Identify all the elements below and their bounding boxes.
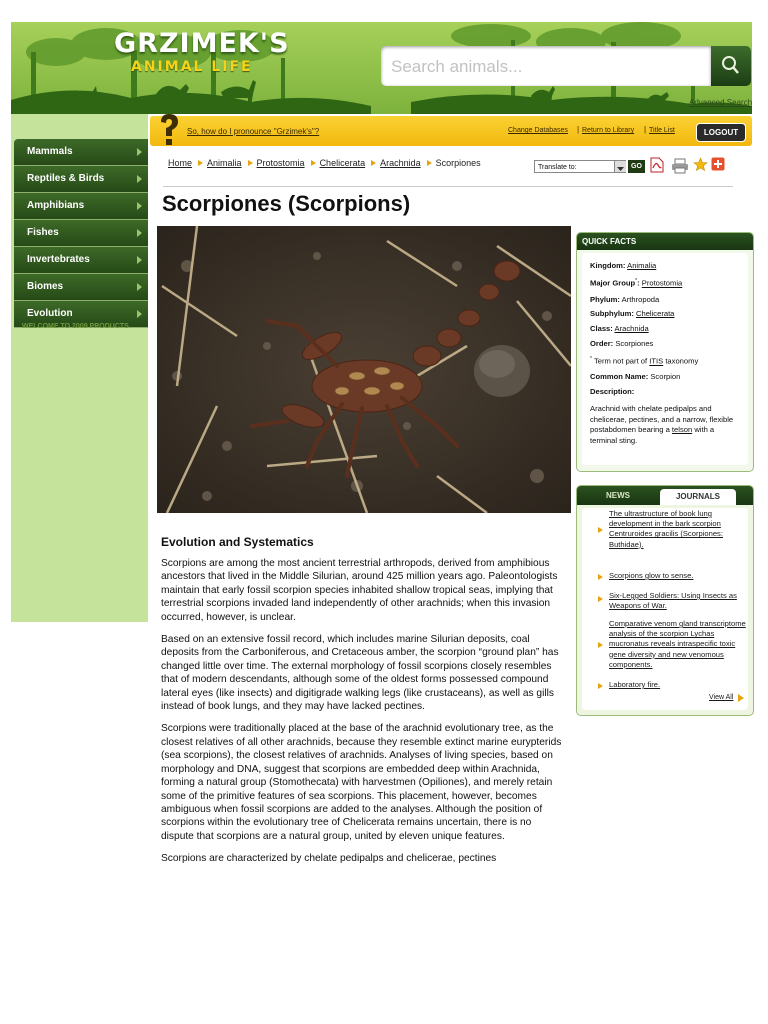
news-journals-panel	[576, 485, 754, 716]
bullet-arrow-icon	[598, 527, 603, 533]
breadcrumb-chelicerata[interactable]: Chelicerata	[319, 158, 366, 168]
qf-note-text: Term not part of	[593, 356, 648, 366]
add-icon[interactable]	[711, 157, 725, 171]
qf-order	[590, 339, 653, 348]
article-paragraph: Scorpions are characterized by chelate pedipalps and chelicerae, pectines	[161, 853, 497, 865]
sidebar-item-label: Invertebrates	[27, 254, 90, 265]
itis-link[interactable]: ITIS	[649, 356, 664, 366]
search-button[interactable]	[711, 46, 751, 86]
journal-item[interactable]: Laboratory fire.	[609, 680, 661, 689]
tab-bar	[577, 486, 753, 505]
chevron-right-icon	[427, 160, 432, 166]
chevron-right-icon	[137, 148, 142, 156]
chevron-right-icon	[248, 160, 253, 166]
breadcrumb-current: Scorpiones	[435, 158, 481, 168]
article-paragraph: Scorpions are among the most ancient terrestrial arthropods, derived from amphibious ancestors that lived in the Middle Silurian, around 425 million years ago. Paleontologists maintain that early fossil scorpion species inhabited shallow tropical seas, implying that terrestrial scorpions invaded land independently of other arachnids; when this invasion occurred, however, is unclear.	[161, 558, 558, 623]
sidebar-item-invertebrates[interactable]	[14, 247, 148, 274]
view-all-link[interactable]: View All	[709, 694, 734, 701]
title-list-link[interactable]: Title List	[649, 127, 675, 134]
sidebar-item-label: Reptiles & Birds	[27, 173, 105, 184]
qf-label: Kingdom:	[590, 261, 626, 270]
qf-value: Arthropoda	[621, 295, 660, 304]
chevron-right-icon	[137, 175, 142, 183]
chevron-right-icon	[137, 229, 142, 237]
chevron-right-icon	[137, 283, 142, 291]
qf-description-text: with a terminal sting.	[590, 425, 715, 445]
sidebar-item-amphibians[interactable]	[14, 193, 148, 220]
pronounce-link[interactable]: So, how do I pronounce "Grzimek's"?	[187, 127, 320, 136]
star-icon[interactable]	[693, 157, 708, 172]
pdf-icon[interactable]	[650, 157, 664, 173]
qf-label: Major Group	[590, 278, 636, 288]
separator: |	[644, 125, 647, 134]
chevron-right-icon	[198, 160, 203, 166]
translate-select[interactable]: Translate to:	[534, 160, 626, 173]
bullet-arrow-icon	[598, 683, 603, 689]
tab-journals[interactable]: JOURNALS	[660, 489, 736, 505]
question-mark-icon	[155, 112, 183, 148]
sidebar-item-label: Biomes	[27, 281, 64, 292]
arrow-right-icon	[738, 694, 744, 702]
bullet-arrow-icon	[598, 642, 603, 648]
qf-subphylum-link[interactable]: Chelicerata	[636, 309, 675, 318]
qf-label: Class:	[590, 324, 613, 333]
qf-label: Subphylum:	[590, 309, 634, 318]
qf-value: Scorpion	[650, 372, 681, 381]
logo-title: GRZIMEK'S	[114, 28, 290, 59]
site-header	[11, 22, 752, 114]
chevron-right-icon	[371, 160, 376, 166]
sidebar-item-mammals[interactable]	[14, 139, 148, 166]
translate-go-button[interactable]: GO	[628, 160, 645, 173]
qf-major-group: Major Group*: Protostomia	[590, 278, 683, 288]
qf-description-text: Arachnid with chelate pedipalps and chelicerae, pectines, and a narrow, flexible postabdomen bearing a	[590, 404, 734, 434]
article-paragraph: Scorpions were traditionally placed at the base of the arachnid evolutionary tree, as the closest relatives of all other arachnids, because they resemble extinct marine eurypterids (sea scorpions), the closest relatives of arachnids. Analyses of living species, based on morphology and DNA, suggest that scorpions are embedded deep within Arachnida, forming a natural group (Stomothecata) with harvestmen (Opiliones), and merely retain some of the primitive features of sea scorpions. This placement, however, becomes ambiguous when fossil scorpions are added to the analyses. Although the position of scorpions within the evolutionary tree of Chelicerata remains uncertain, there is no dispute that scorpions are a natural group, united by eleven unique features.	[161, 723, 562, 842]
journal-item[interactable]: Comparative venom gland transcriptome analysis of the scorpion Lychas mucronatus reveals intraspecific toxic gene diversity and new venomous components.	[609, 619, 746, 669]
bullet-arrow-icon	[598, 574, 603, 580]
qf-class-link[interactable]: Arachnida	[614, 324, 649, 333]
page-title: Scorpiones (Scorpions)	[162, 191, 411, 216]
bullet-arrow-icon	[598, 596, 603, 602]
breadcrumb-protostomia[interactable]: Protostomia	[256, 158, 305, 168]
sidebar-item-label: Amphibians	[27, 200, 85, 211]
dropdown-arrow-icon[interactable]	[614, 161, 626, 172]
qf-kingdom	[590, 261, 656, 270]
quick-facts-title: QUICK FACTS	[577, 233, 753, 250]
article-paragraph: Based on an extensive fossil record, which includes marine Silurian deposits, coal deposits from the Carboniferous, and Cretaceous amber, the scorpion “ground plan” has changed little over time. The external morphology of fossil scorpions closely resembles that of modern descendants, although some of the oldest forms possessed compound lateral eyes (like insects) and digitigrade walking legs (like crustaceans), as well as gills instead of book lungs, and they may have lacked pectines.	[161, 634, 559, 713]
chevron-right-icon	[137, 202, 142, 210]
qf-description	[590, 404, 742, 446]
scorpion-photo	[157, 226, 571, 513]
breadcrumb-arachnida[interactable]: Arachnida	[380, 158, 421, 168]
qf-label: Common Name:	[590, 372, 649, 381]
search-input[interactable]	[389, 46, 711, 88]
journal-item[interactable]: The ultrastructure of book lung development in the bark scorpion Centruroides gracilis (Scorpiones: Buthidae).	[609, 509, 723, 549]
search-box	[381, 46, 711, 86]
logout-button[interactable]: LOGOUT	[696, 123, 746, 142]
journal-item[interactable]: Six-Legged Soldiers: Using Insects as Weapons of War.	[609, 591, 737, 611]
breadcrumb	[168, 158, 481, 168]
qf-note-text: taxonomy	[665, 356, 699, 366]
qf-major-group-link[interactable]: Protostomia	[641, 278, 683, 288]
sidebar-item-label: Evolution	[27, 308, 73, 319]
advanced-search-link[interactable]: Advanced Search	[689, 98, 752, 107]
tab-news[interactable]: NEWS	[606, 491, 630, 500]
sidebar-item-fishes[interactable]	[14, 220, 148, 247]
qf-label: Order:	[590, 339, 614, 348]
separator: |	[577, 125, 580, 134]
sidebar-item-reptiles-birds[interactable]	[14, 166, 148, 193]
qf-phylum	[590, 295, 659, 304]
qf-label: Phylum:	[590, 295, 620, 304]
breadcrumb-animalia[interactable]: Animalia	[207, 158, 242, 168]
qf-common-name	[590, 372, 680, 381]
sidebar-item-biomes[interactable]	[14, 274, 148, 301]
qf-description-label	[590, 387, 634, 396]
welcome-products-link[interactable]: WELCOME TO 2009 PRODUCTS	[22, 323, 129, 330]
chevron-right-icon	[311, 160, 316, 166]
qf-value: Scorpiones	[615, 339, 654, 348]
journals-list	[582, 508, 748, 710]
breadcrumb-home[interactable]: Home	[168, 158, 193, 168]
telson-link[interactable]: telson	[671, 425, 693, 434]
scorpion-image	[157, 226, 571, 513]
qf-kingdom-link[interactable]: Animalia	[627, 261, 657, 270]
magnifier-icon	[711, 46, 751, 86]
qf-note: * Term not part of ITIS taxonomy	[590, 356, 699, 366]
print-icon[interactable]	[671, 158, 689, 174]
sidebar-item-label: Mammals	[27, 146, 73, 157]
sidebar-nav	[14, 139, 148, 328]
section-heading: Evolution and Systematics	[161, 535, 314, 549]
qf-class	[590, 324, 649, 333]
divider	[163, 186, 733, 187]
return-to-library-link[interactable]: Return to Library	[582, 127, 635, 134]
chevron-right-icon	[137, 256, 142, 264]
qf-subphylum	[590, 309, 674, 318]
journal-item[interactable]: Scorpions glow to sense.	[609, 571, 694, 580]
article-body	[161, 535, 567, 875]
sidebar-item-label: Fishes	[27, 227, 59, 238]
chevron-right-icon	[137, 310, 142, 318]
change-databases-link[interactable]: Change Databases	[508, 127, 568, 134]
logo-subtitle: ANIMAL LIFE	[131, 59, 253, 75]
qf-label: Description:	[590, 387, 635, 396]
